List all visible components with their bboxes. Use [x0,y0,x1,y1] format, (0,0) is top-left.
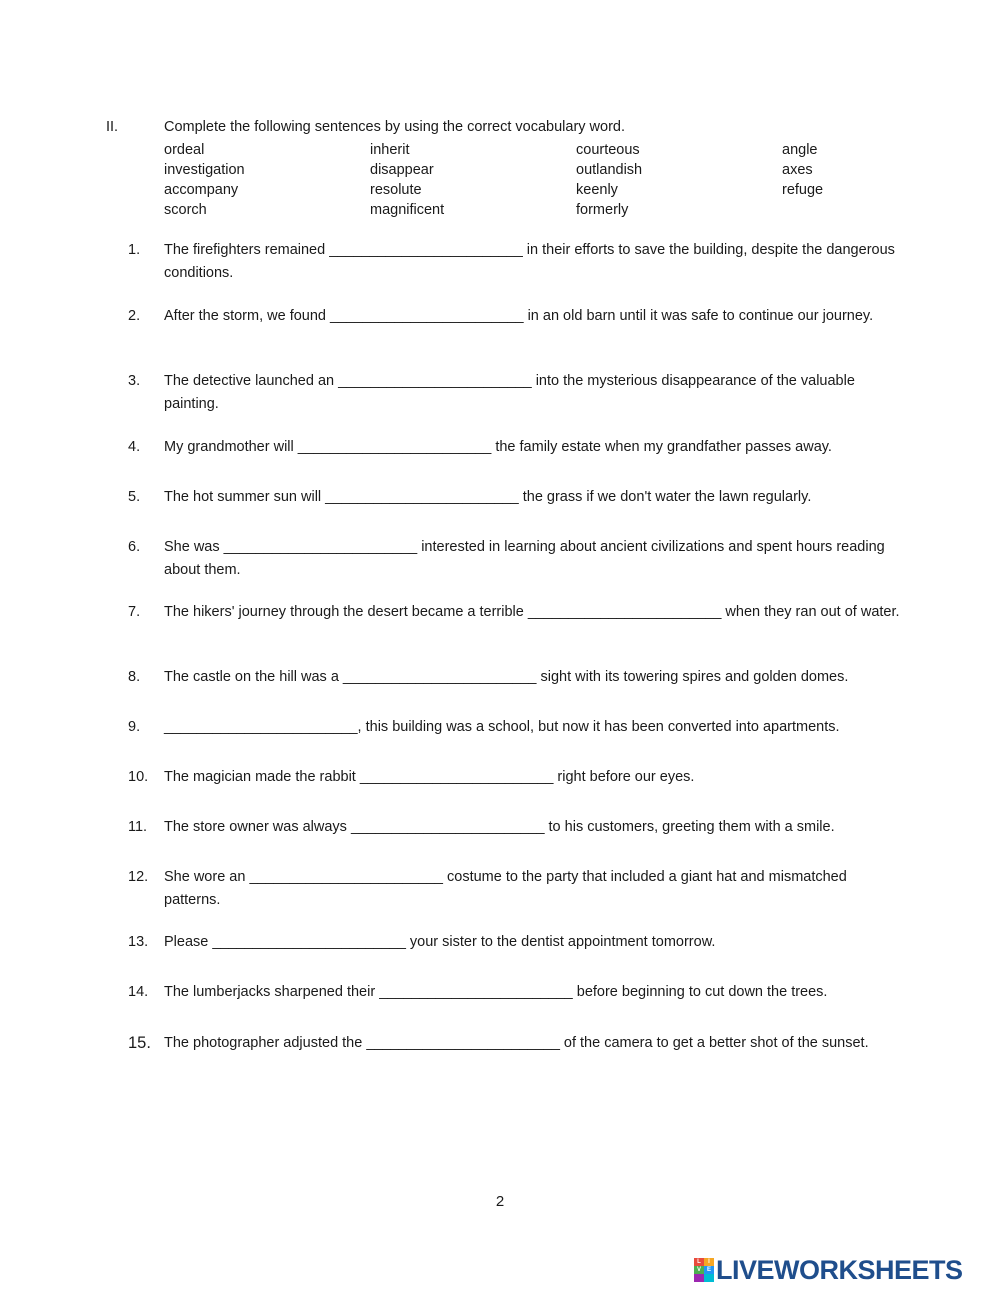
question-text[interactable]: The store owner was always ________________________ to his customers, greeting them with a smile. [164,819,835,835]
question-number: 13. [128,934,149,950]
question-number: 4. [128,439,141,455]
question-text[interactable]: After the storm, we found ________________________ in an old barn until it was safe to continue our journey. [164,308,874,324]
question-number: 3. [128,373,141,389]
word-bank-item: axes [782,162,813,178]
word-bank-item: outlandish [576,162,643,178]
question-text[interactable]: She was ________________________ interested in learning about ancient civilizations and spent hours reading about them. [164,539,885,578]
word-bank-item: formerly [576,202,629,218]
logo-mark-tile [704,1274,714,1282]
question-text[interactable]: ________________________, this building was a school, but now it has been converted into apartments. [164,719,840,735]
logo-mark-tile: L [694,1258,704,1266]
question-text[interactable]: The firefighters remained ________________________ in their efforts to save the building, despite the dangerous conditions. [164,242,895,281]
question-text[interactable]: The lumberjacks sharpened their ________________________ before beginning to cut down the trees. [164,984,828,1000]
word-bank-item: keenly [576,182,618,198]
question-text[interactable]: The magician made the rabbit ________________________ right before our eyes. [164,769,695,785]
word-bank-item: scorch [164,202,207,218]
question-number: 12. [128,869,149,885]
logo-mark-tile [694,1274,704,1282]
word-bank-item: ordeal [164,142,205,158]
question-text[interactable]: The detective launched an ________________________ into the mysterious disappearance of the valuable painting. [164,373,855,412]
section-instruction: Complete the following sentences by using the correct vocabulary word. [164,119,626,135]
word-bank-item: angle [782,142,818,158]
word-bank [164,142,924,222]
question-number: 14. [128,984,149,1000]
question-text[interactable]: My grandmother will ________________________ the family estate when my grandfather passes away. [164,439,832,455]
question-text[interactable]: Please ________________________ your sister to the dentist appointment tomorrow. [164,934,716,950]
word-bank-item [782,202,924,222]
logo-mark-icon [694,1258,714,1282]
question-number: 10. [128,769,149,785]
word-bank-item: magnificent [370,202,445,218]
question-number: 8. [128,669,141,685]
page-number: 2 [495,1193,505,1210]
question-number: 9. [128,719,141,735]
logo-mark-tile: V [694,1266,704,1274]
question-text[interactable]: The photographer adjusted the ________________________ of the camera to get a better shot of the sunset. [164,1035,869,1051]
word-bank-item: resolute [370,182,422,198]
question-number: 1. [128,242,141,258]
word-bank-item: investigation [164,162,245,178]
question-text[interactable]: The hot summer sun will ________________________ the grass if we don't water the lawn regularly. [164,489,812,505]
word-bank-item: accompany [164,182,239,198]
question-number: 2. [128,308,141,324]
liveworksheets-logo [694,1256,963,1284]
question-number: 7. [128,604,141,620]
question-number: 11. [128,819,148,835]
question-number: 5. [128,489,141,505]
question-text[interactable]: The castle on the hill was a ________________________ sight with its towering spires and golden domes. [164,669,849,685]
logo-mark-tile: I [704,1258,714,1266]
logo-mark-tile: E [704,1266,714,1274]
logo-text: LIVEWORKSHEETS [716,1255,963,1285]
word-bank-item: courteous [576,142,640,158]
section-number: II. [106,119,119,135]
word-bank-item: disappear [370,162,434,178]
question-text[interactable]: The hikers' journey through the desert became a terrible ________________________ when they ran out of water. [164,604,900,620]
question-number: 15. [128,1034,151,1052]
question-text[interactable]: She wore an ________________________ costume to the party that included a giant hat and mismatched patterns. [164,869,847,908]
word-bank-item: inherit [370,142,410,158]
question-number: 6. [128,539,141,555]
word-bank-item: refuge [782,182,824,198]
